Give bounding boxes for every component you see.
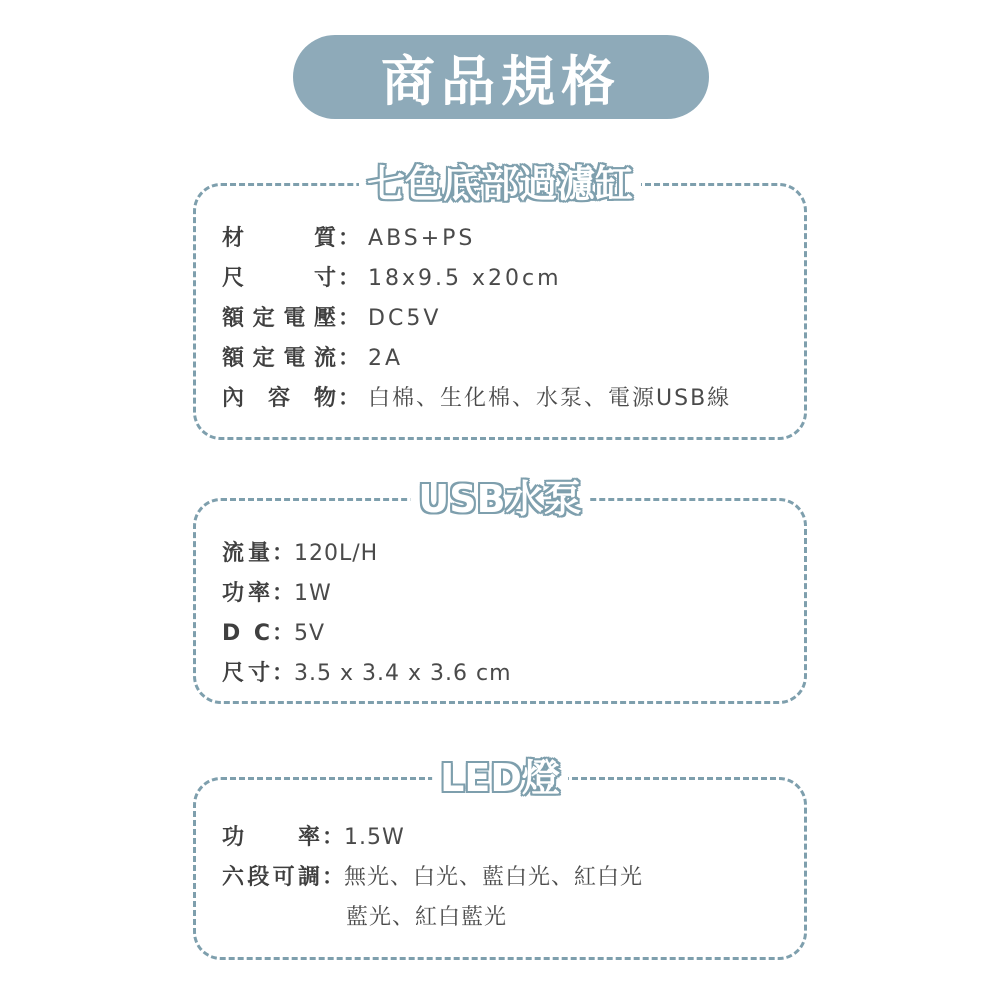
page-title: 商品規格 [381,49,621,113]
spec-value: 無光、白光、藍白光、紅白光 [344,865,644,890]
spec-label: D C [222,621,272,646]
spec-separator: ： [272,581,295,606]
spec-row-power [222,820,405,851]
spec-row-power [222,576,332,607]
spec-label: 尺寸 [222,661,272,686]
spec-separator: ： [338,306,361,331]
spec-row-dc [222,616,325,647]
spec-separator: ： [272,661,295,686]
spec-row-flow [222,536,378,567]
spec-value: 18x9.5 x20cm [368,266,562,291]
spec-label: 額定電流 [222,346,338,371]
page-title-banner [293,35,709,119]
spec-label: 流量 [222,541,272,566]
spec-value: 120L/H [294,541,379,566]
spec-row-material [222,221,475,252]
spec-label: 功率 [222,581,272,606]
spec-label: 額定電壓 [222,306,338,331]
spec-row-six-modes [222,860,643,891]
spec-separator: ： [322,865,345,890]
usb-pump-title: USB水泵 [410,475,589,523]
spec-separator: ： [272,621,295,646]
spec-label: 功 率 [222,825,322,850]
spec-value: 5V [294,621,326,646]
spec-value: 1W [294,581,332,606]
spec-separator: ： [338,226,361,251]
spec-value: 1.5W [344,825,405,850]
led-light-title: LED燈 [432,754,568,802]
spec-row-size [222,261,562,292]
spec-label: 內 容 物 [222,386,338,411]
spec-value: 白棉、生化棉、水泵、電源USB線 [368,386,732,411]
spec-value: DC5V [368,306,442,331]
spec-label: 尺 寸 [222,266,338,291]
spec-value: ABS+PS [368,226,476,251]
spec-label: 材 質 [222,226,338,251]
spec-row-rated-voltage [222,301,441,332]
spec-value: 2A [368,346,404,371]
spec-value: 3.5 x 3.4 x 3.6 cm [294,661,512,686]
spec-separator: ： [338,266,361,291]
spec-row-six-modes-continued [346,900,507,931]
spec-separator: ： [338,346,361,371]
spec-row-size [222,656,512,687]
spec-separator: ： [272,541,295,566]
spec-row-contents [222,381,731,412]
spec-value: 藍光、紅白藍光 [346,905,508,930]
spec-row-rated-current [222,341,403,372]
spec-label: 六段可調 [222,865,322,890]
spec-separator: ： [338,386,361,411]
filter-tank-title: 七色底部過濾缸 [359,160,641,208]
spec-separator: ： [322,825,345,850]
